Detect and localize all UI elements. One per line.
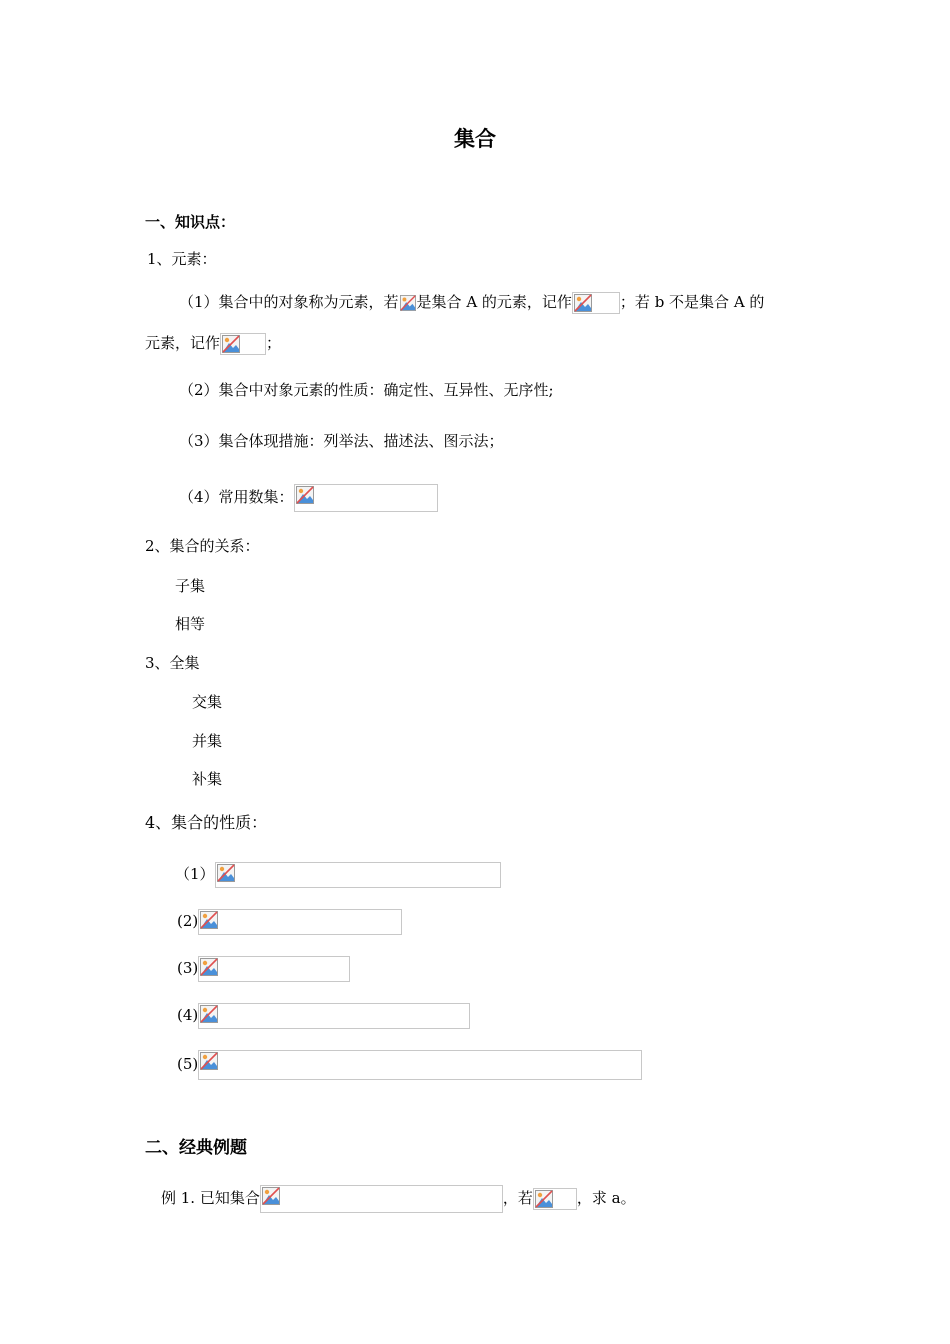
broken-image-icon: [296, 486, 314, 504]
formula-image: [220, 333, 266, 355]
item4-label: 4、集合的性质：: [145, 813, 268, 832]
formula-image: [198, 1003, 470, 1029]
property-3: (3): [177, 956, 350, 982]
property-5: (5): [177, 1050, 642, 1080]
broken-image-icon: [200, 958, 218, 976]
item2-label: 2、集合的关系：: [145, 537, 260, 555]
broken-image-icon: [222, 335, 240, 353]
item3-label: 3、全集: [145, 654, 200, 672]
relation-equal: 相等: [175, 615, 206, 633]
broken-image-icon: [399, 294, 417, 312]
relation-subset: 子集: [175, 577, 206, 595]
section-heading-knowledge: 一、知识点：: [145, 213, 236, 231]
broken-image-icon: [262, 1187, 280, 1205]
broken-image-icon: [200, 911, 218, 929]
formula-image: [215, 862, 501, 888]
element-paragraph-line1: （1）集合中的对象称为元素，若 是集合 A 的元素，记作 ；若 b 不是集合 A 的: [179, 292, 764, 314]
common-number-sets: （4）常用数集：: [179, 484, 438, 512]
formula-image: [533, 1188, 577, 1210]
formula-image: [260, 1185, 503, 1213]
property-2: (2): [177, 909, 402, 935]
example-1: 例 1. 已知集合 ，若 ，求 a。: [161, 1185, 636, 1213]
page-title: 集合: [454, 127, 496, 151]
broken-image-icon: [217, 864, 235, 882]
item1-label: 1、元素：: [147, 250, 217, 268]
broken-image-icon: [535, 1190, 553, 1208]
formula-image: [198, 909, 402, 935]
formula-image: [572, 292, 620, 314]
element-properties: （2）集合中对象元素的性质：确定性、互异性、无序性;: [179, 381, 554, 399]
broken-image-icon: [200, 1005, 218, 1023]
op-union: 并集: [192, 732, 223, 750]
element-paragraph-line2: 元素，记作 ；: [145, 333, 281, 355]
representation-methods: （3）集合体现措施：列举法、描述法、图示法；: [179, 432, 504, 450]
formula-image: [198, 1050, 642, 1080]
property-1: （1）: [175, 862, 501, 888]
property-4: (4): [177, 1003, 470, 1029]
op-intersection: 交集: [192, 693, 223, 711]
formula-image: [294, 484, 438, 512]
broken-image-icon: [574, 294, 592, 312]
section-heading-examples: 二、经典例题: [145, 1138, 247, 1158]
formula-image: [198, 956, 350, 982]
op-complement: 补集: [192, 770, 223, 788]
broken-image-icon: [200, 1052, 218, 1070]
